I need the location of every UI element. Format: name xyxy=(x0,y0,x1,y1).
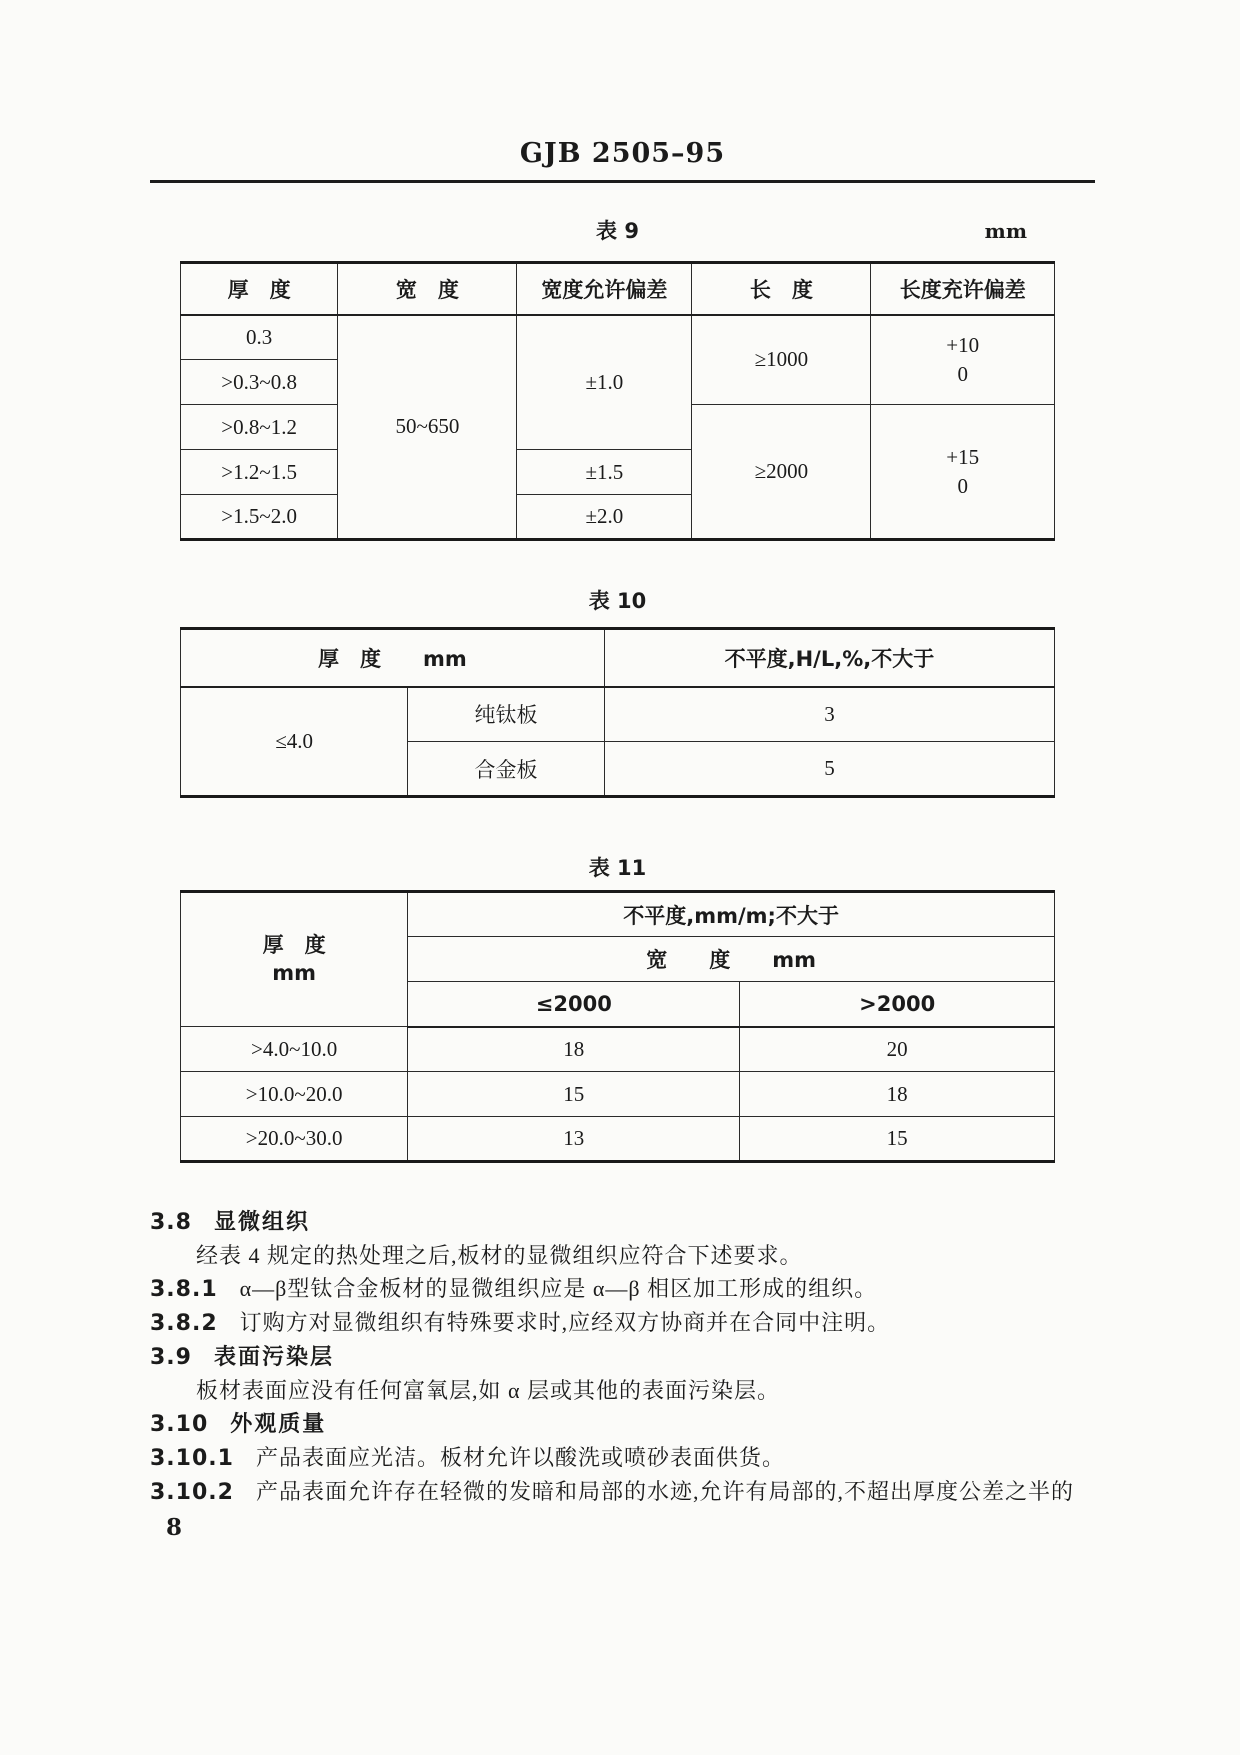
table-row xyxy=(181,1072,1055,1117)
table-9 xyxy=(180,261,1055,541)
doc-code: GJB 2505–95 xyxy=(519,138,726,169)
table10-caption: 表 10 xyxy=(588,589,647,613)
value-cell: 5 xyxy=(604,742,1054,797)
clause-number: 3.8.1 xyxy=(150,1277,218,1302)
length-dev-lower: 0 xyxy=(957,473,968,498)
table10-header-row xyxy=(181,629,1055,687)
length-dev-cell xyxy=(871,405,1055,540)
header-rule xyxy=(150,180,1095,183)
width-range-cell: 50~650 xyxy=(338,315,517,540)
thickness-cell: >4.0~10.0 xyxy=(181,1027,408,1072)
clause-3-8 xyxy=(150,1209,1095,1236)
table9-header-length: 长 度 xyxy=(692,263,871,315)
table11-header-width: 宽 度 mm xyxy=(408,937,1055,982)
table11-caption: 表 11 xyxy=(588,856,647,880)
clause-3-8-2 xyxy=(150,1310,1095,1337)
clause-3-10-1 xyxy=(150,1445,1095,1472)
table-row xyxy=(181,315,1055,360)
table9-header-width: 宽 度 xyxy=(338,263,517,315)
clause-number: 3.9 xyxy=(150,1345,192,1370)
value-cell: 18 xyxy=(740,1072,1055,1117)
table11-header-flatness: 不平度,mm/m;不大于 xyxy=(408,892,1055,937)
length-dev-cell xyxy=(871,315,1055,405)
table9-caption: 表 9 xyxy=(596,219,639,243)
thickness-cell: 0.3 xyxy=(181,315,338,360)
width-dev-cell: ±1.5 xyxy=(517,450,692,495)
table-row xyxy=(181,687,1055,742)
table9-caption-row xyxy=(180,213,1055,249)
clause-3-9 xyxy=(150,1344,1095,1371)
table9-header-length-dev: 长度充许偏差 xyxy=(871,263,1055,315)
clause-title: 显微组织 xyxy=(213,1210,310,1235)
clause-text: 产品表面应光洁。板材允许以酸洗或喷砂表面供货。 xyxy=(255,1445,785,1470)
thickness-cell: >0.8~1.2 xyxy=(181,405,338,450)
clause-number: 3.10 xyxy=(150,1412,209,1437)
table11-header-thickness xyxy=(181,892,408,1027)
clause-3-8-body xyxy=(150,1243,1095,1269)
value-cell: 18 xyxy=(408,1027,740,1072)
table10-block xyxy=(180,583,1055,798)
clauses xyxy=(150,1209,1095,1506)
thickness-cell: >1.2~1.5 xyxy=(181,450,338,495)
thickness-cell: >0.3~0.8 xyxy=(181,360,338,405)
table-11 xyxy=(180,890,1055,1163)
table-row xyxy=(181,1027,1055,1072)
length-cell: ≥2000 xyxy=(692,405,871,540)
length-cell: ≥1000 xyxy=(692,315,871,405)
table9-header-width-dev: 宽度允许偏差 xyxy=(517,263,692,315)
value-cell: 20 xyxy=(740,1027,1055,1072)
table11-header-thickness-label: 厚 度 xyxy=(262,933,326,958)
clause-text: 经表 4 规定的热处理之后,板材的显微组织应符合下述要求。 xyxy=(196,1243,803,1268)
clause-number: 3.8 xyxy=(150,1210,192,1235)
clause-number: 3.10.1 xyxy=(150,1446,234,1471)
value-cell: 13 xyxy=(408,1117,740,1162)
value-cell: 3 xyxy=(604,687,1054,742)
table9-unit-label: mm xyxy=(984,219,1027,243)
table11-width-col-2: >2000 xyxy=(740,982,1055,1027)
width-dev-cell: ±2.0 xyxy=(517,495,692,540)
table11-header-row xyxy=(181,892,1055,937)
clause-number: 3.10.2 xyxy=(150,1480,234,1505)
table11-width-col-1: ≤2000 xyxy=(408,982,740,1027)
table9-header-thickness: 厚 度 xyxy=(181,263,338,315)
thickness-cell: ≤4.0 xyxy=(181,687,408,797)
clause-text: 产品表面允许存在轻微的发暗和局部的水迹,允许有局部的,不超出厚度公差之半的 xyxy=(255,1479,1074,1504)
clause-number: 3.8.2 xyxy=(150,1311,218,1336)
table11-block xyxy=(180,850,1055,1163)
clause-3-10 xyxy=(150,1411,1095,1438)
table-10 xyxy=(180,627,1055,798)
material-cell: 纯钛板 xyxy=(408,687,605,742)
length-dev-upper: +10 xyxy=(946,333,980,358)
clause-text: α—β型钛合金板材的显微组织应是 α—β 相区加工形成的组织。 xyxy=(239,1276,878,1301)
table10-header-flatness: 不平度,H/L,%,不大于 xyxy=(604,629,1054,687)
length-dev-upper: +15 xyxy=(946,445,980,470)
table11-caption-row xyxy=(180,850,1055,886)
table9-header-row xyxy=(181,263,1055,315)
clause-3-10-2 xyxy=(150,1479,1095,1506)
table9-block xyxy=(180,213,1055,541)
material-cell: 合金板 xyxy=(408,742,605,797)
page-number: 8 xyxy=(166,1514,183,1541)
clause-3-9-body xyxy=(150,1378,1095,1404)
table10-caption-row xyxy=(180,583,1055,619)
table10-header-thickness: 厚 度 mm xyxy=(181,629,605,687)
table-row xyxy=(181,1117,1055,1162)
clause-text: 订购方对显微组织有特殊要求时,应经双方协商并在合同中注明。 xyxy=(239,1310,891,1335)
clause-3-8-1 xyxy=(150,1276,1095,1303)
thickness-cell: >20.0~30.0 xyxy=(181,1117,408,1162)
width-dev-cell: ±1.0 xyxy=(517,315,692,450)
value-cell: 15 xyxy=(740,1117,1055,1162)
value-cell: 15 xyxy=(408,1072,740,1117)
clause-text: 板材表面应没有任何富氧层,如 α 层或其他的表面污染层。 xyxy=(196,1378,781,1403)
clause-title: 外观质量 xyxy=(230,1412,327,1437)
thickness-cell: >1.5~2.0 xyxy=(181,495,338,540)
clause-title: 表面污染层 xyxy=(213,1345,334,1370)
thickness-cell: >10.0~20.0 xyxy=(181,1072,408,1117)
table11-header-thickness-unit: mm xyxy=(272,960,316,985)
length-dev-lower: 0 xyxy=(957,361,968,386)
